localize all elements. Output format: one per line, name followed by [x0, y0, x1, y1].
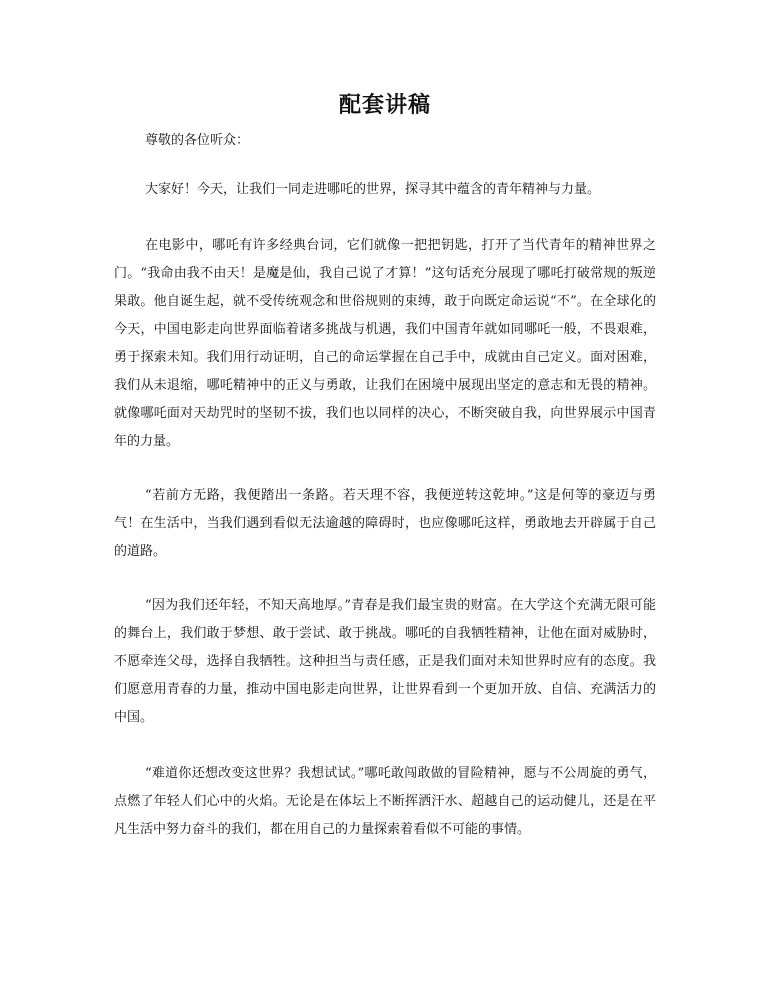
- paragraph-youth: “因为我们还年轻，不知天高地厚。”青春是我们最宝贵的财富。在大学这个充满无限可能的舞台上，我们敢于梦想、敢于尝试、敢于挑战。哪吒的自我牺牲精神，让他在面对威胁时，不愿牵连父母，选择自我牺牲。这种担当与责任感，正是我们面对未知世界时应有的态度。我们愿意用青春的力量，推动中国电影走向世界，让世界看到一个更加开放、自信、充满活力的中国。: [114, 598, 656, 725]
- salutation: 尊敬的各位听众：: [145, 133, 250, 148]
- document-title: 配套讲稿: [338, 92, 431, 118]
- paragraph-change-world: “难道你还想改变这世界？我想试试。”哪吒敢闯敢做的冒险精神，愿与不公周旋的勇气，点燃了年轻人们心中的火焰。无论是在体坛上不断挥洒汗水、超越自己的运动健儿，还是在平凡生活中努力奋斗的我们，都在用自己的力量探索着看似不可能的事情。: [114, 766, 656, 837]
- paragraph-path: “若前方无路，我便踏出一条路。若天理不容，我便逆转这乾坤。”这是何等的豪迈与勇气！在生活中，当我们遇到看似无法逾越的障碍时，也应像哪吒这样，勇敢地去开辟属于自己的道路。: [114, 488, 656, 559]
- paragraph-fate: 在电影中，哪吒有许多经典台词，它们就像一把把钥匙，打开了当代青年的精神世界之门。“我命由我不由天！是魔是仙，我自己说了才算！”这句话充分展现了哪吒打破常规的叛逆果敢。他自诞生起，就不受传统观念和世俗规则的束缚，敢于向既定命运说“不”。在全球化的今天，中国电影走向世界面临着诸多挑战与机遇，我们中国青年就如同哪吒一般，不畏艰难，勇于探索未知。我们用行动证明，自己的命运掌握在自己手中，成就由自己定义。面对困难，我们从未退缩，哪吒精神中的正义与勇敢，让我们在困境中展现出坚定的意志和无畏的精神。就像哪吒面对天劫咒时的坚韧不拔，我们也以同样的决心，不断突破自我，向世界展示中国青年的力量。: [114, 238, 656, 449]
- paragraph-greeting: 大家好！今天，让我们一同走进哪吒的世界，探寻其中蕴含的青年精神与力量。: [145, 182, 601, 197]
